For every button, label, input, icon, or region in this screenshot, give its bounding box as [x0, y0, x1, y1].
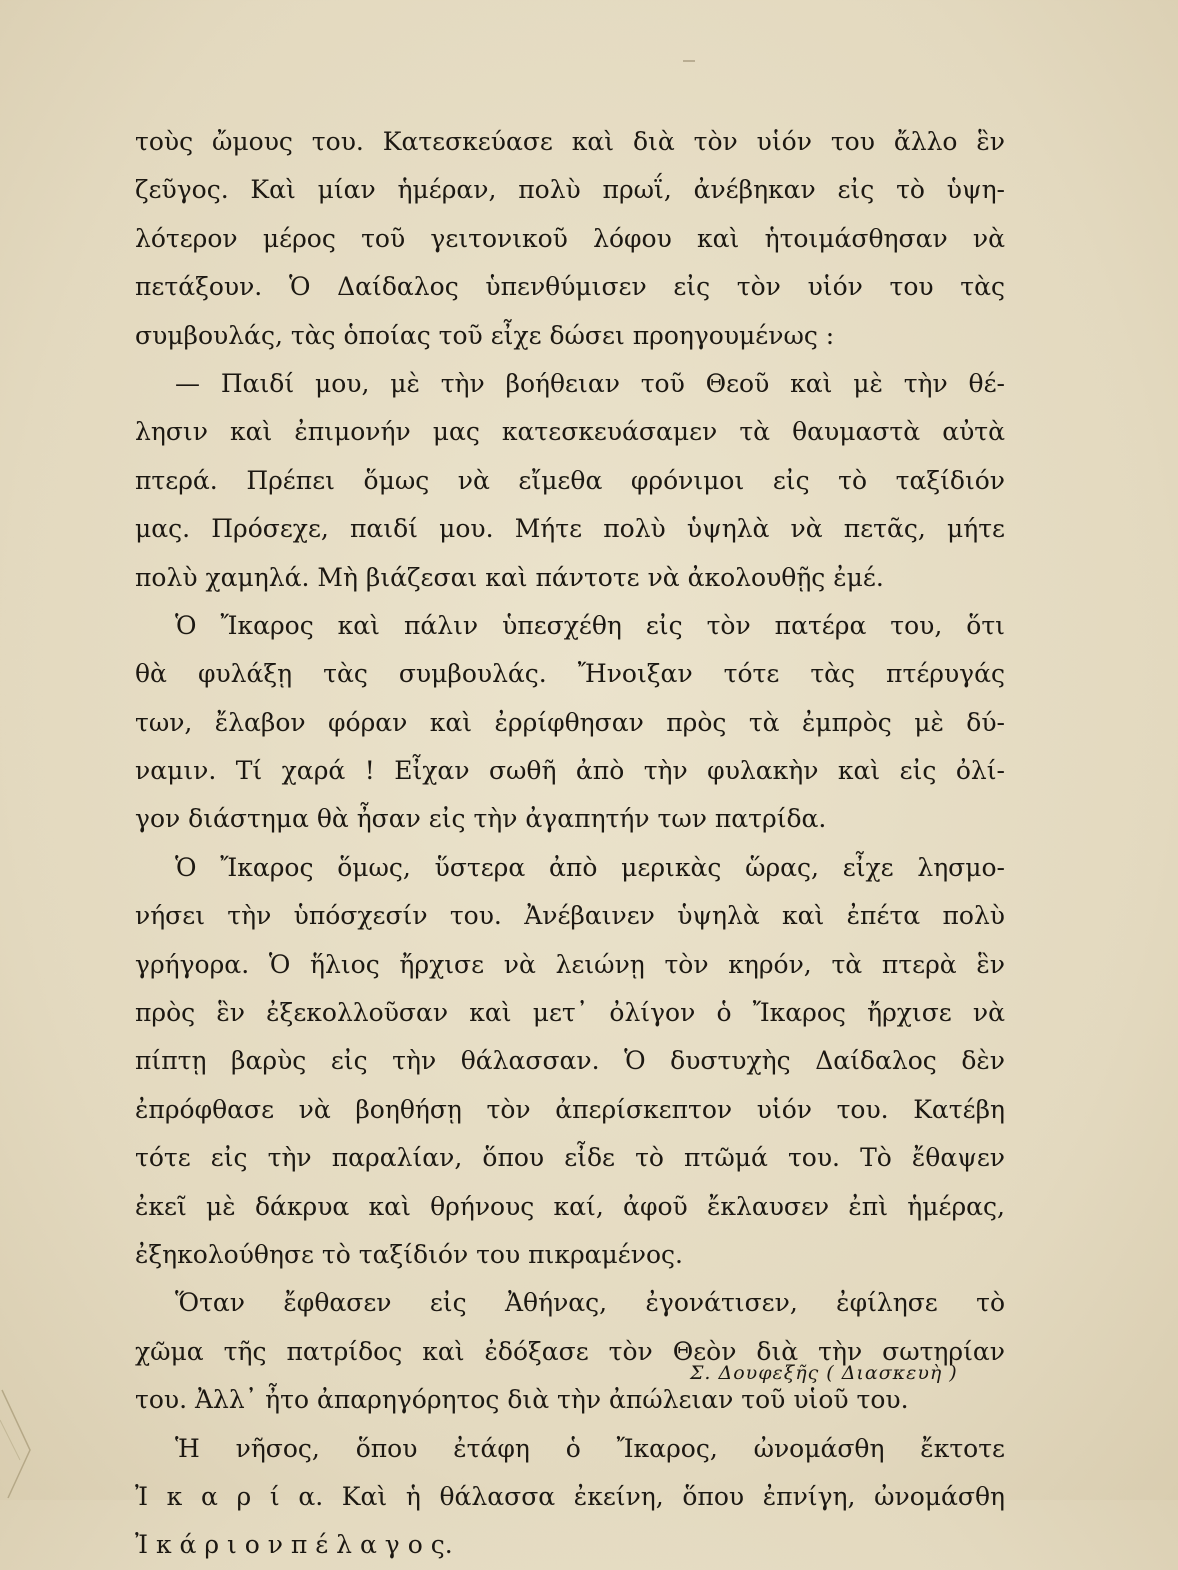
text-line: λότερον μέρος τοῦ γειτονικοῦ λόφου καὶ ἡτοιμάσθησαν νὰ	[135, 223, 1005, 253]
text-line: Ὁ Ἴκαρος καὶ πάλιν ὑπεσχέθη εἰς τὸν πατέρα του, ὅτι	[175, 610, 1005, 640]
text-line: πτερά. Πρέπει ὅμως νὰ εἴμεθα φρόνιμοι εἰς τὸ ταξίδιόν	[135, 465, 1005, 495]
text-line: ἐκεῖ μὲ δάκρυα καὶ θρήνους καί, ἀφοῦ ἔκλαυσεν ἐπὶ ἡμέρας,	[135, 1191, 1005, 1221]
text-line: πίπτῃ βαρὺς εἰς τὴν θάλασσαν. Ὁ δυστυχὴς Δαίδαλος δὲν	[135, 1046, 1005, 1076]
text-line: ζεῦγος. Καὶ μίαν ἡμέραν, πολὺ πρωΐ, ἀνέβηκαν εἰς τὸ ὑψη-	[135, 175, 1005, 205]
author-signature: Σ. Δουφεξῆς ( Διασκευὴ )	[690, 1362, 958, 1384]
text-line: Ἡ νῆσος, ὅπου ἐτάφη ὁ Ἴκαρος, ὠνομάσθη ἔκτοτε	[175, 1433, 1005, 1463]
text-line: ἐξηκολούθησε τὸ ταξίδιόν του πικραμένος.	[135, 1239, 683, 1269]
text-line: χῶμα τῆς πατρίδος καὶ ἐδόξασε τὸν Θεὸν διὰ τὴν σωτηρίαν	[135, 1336, 1005, 1366]
text-line: νήσει τὴν ὑπόσχεσίν του. Ἀνέβαινεν ὑψηλὰ καὶ ἐπέτα πολὺ	[135, 901, 1005, 931]
text-line: — Παιδί μου, μὲ τὴν βοήθειαν τοῦ Θεοῦ καὶ μὲ τὴν θέ-	[175, 368, 1005, 398]
text-line: λησιν καὶ ἐπιμονήν μας κατεσκευάσαμεν τὰ θαυμαστὰ αὐτὰ	[135, 417, 1005, 447]
text-line: γον διάστημα θὰ ἦσαν εἰς τὴν ἀγαπητήν των πατρίδα.	[135, 804, 827, 834]
text-line: των, ἔλαβον φόραν καὶ ἐρρίφθησαν πρὸς τὰ ἐμπρὸς μὲ δύ-	[135, 707, 1005, 737]
text-line: ναμιν. Τί χαρά ! Εἶχαν σωθῆ ἀπὸ τὴν φυλακὴν καὶ εἰς ὀλί-	[135, 756, 1005, 786]
story-text	[135, 118, 1005, 1570]
text-line: πολὺ χαμηλά. Μὴ βιάζεσαι καὶ πάντοτε νὰ ἀκολουθῇς ἐμέ.	[135, 562, 884, 592]
text-line: πετάξουν. Ὁ Δαίδαλος ὑπενθύμισεν εἰς τὸν υἱόν του τὰς	[135, 272, 1005, 302]
text-line: του. Ἀλλ᾿ ἦτο ἀπαρηγόρητος διὰ τὴν ἀπώλειαν τοῦ υἱοῦ του.	[135, 1385, 909, 1415]
page-edge-crease	[0, 1380, 40, 1500]
text-line: τοὺς ὤμους του. Κατεσκεύασε καὶ διὰ τὸν υἱόν του ἄλλο ἓν	[135, 127, 1005, 156]
text-line: ἐπρόφθασε νὰ βοηθήσῃ τὸν ἀπερίσκεπτον υἱόν του. Κατέβη	[135, 1094, 1005, 1124]
text-line: Ὅταν ἔφθασεν εἰς Ἀθήνας, ἐγονάτισεν, ἐφίλησε τὸ	[175, 1288, 1005, 1318]
text-line: Ἰ κ α ρ ί α. Καὶ ἡ θάλασσα ἐκείνη, ὅπου ἐπνίγη, ὠνομάσθη	[135, 1481, 1005, 1511]
text-line: θὰ φυλάξῃ τὰς συμβουλάς. Ἤνοιξαν τότε τὰς πτέρυγάς	[135, 659, 1005, 689]
text-line: τότε εἰς τὴν παραλίαν, ὅπου εἶδε τὸ πτῶμά του. Τὸ ἔθαψεν	[135, 1143, 1005, 1173]
text-line: γρήγορα. Ὁ ἥλιος ἤρχισε νὰ λειώνῃ τὸν κηρόν, τὰ πτερὰ ἓν	[135, 949, 1005, 979]
text-line: Ἰ κ ά ρ ι ο ν π έ λ α γ ο ς.	[135, 1530, 453, 1560]
text-line: μας. Πρόσεχε, παιδί μου. Μήτε πολὺ ὑψηλὰ νὰ πετᾶς, μήτε	[135, 514, 1005, 544]
text-line: Ὁ Ἴκαρος ὅμως, ὕστερα ἀπὸ μερικὰς ὥρας, εἶχε λησμο-	[175, 852, 1005, 882]
text-line: πρὸς ἓν ἐξεκολλοῦσαν καὶ μετ᾿ ὀλίγον ὁ Ἴκαρος ἤρχισε νὰ	[135, 998, 1005, 1028]
text-line: συμβουλάς, τὰς ὁποίας τοῦ εἶχε δώσει προηγουμένως :	[135, 320, 835, 350]
page-mark	[683, 60, 695, 62]
